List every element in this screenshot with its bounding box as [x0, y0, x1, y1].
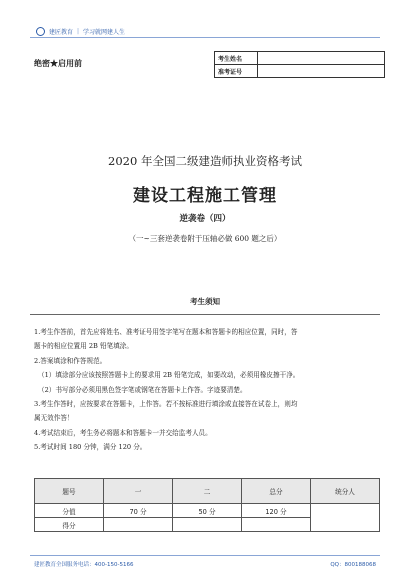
- instruction-line: （2）书写部分必须用黑色签字笔或钢笔在答题卡上作答。字迹要清楚。: [38, 385, 247, 394]
- instruction-line: 属无效作答！: [34, 414, 74, 423]
- score-table-row: [35, 504, 380, 518]
- admission-number-label: 准考证号: [215, 65, 258, 78]
- score-cell: 得分: [35, 518, 104, 532]
- service-qq: QQ：800188068: [330, 562, 376, 568]
- score-cell[interactable]: [173, 518, 242, 532]
- score-table: [34, 478, 380, 532]
- score-header-cell: 一: [104, 479, 173, 504]
- instruction-line: 1.考生作答前，首先应将姓名、准考证号用签字笔写在题本和答题卡的相应位置，同时，答: [34, 328, 298, 336]
- notice-divider: [30, 314, 380, 315]
- page-header: [0, 0, 410, 40]
- header-separator: |: [77, 28, 80, 35]
- admission-number-field[interactable]: [258, 65, 385, 78]
- instruction-line: 4.考试结束后，考生务必将题本和答题卡一并交给监考人员。: [34, 428, 212, 437]
- admission-number-row: [215, 65, 385, 78]
- subject-title: 建设工程施工管理: [133, 186, 277, 206]
- instruction-line: （1）填涂部分应该按照答题卡上的要求用 2B 铅笔完成，如要改动，必须用橡皮擦干净。: [38, 371, 300, 380]
- notice-title: 考生须知: [190, 297, 220, 306]
- header-divider: [30, 37, 380, 38]
- volume-note: （一~三套逆袭卷附于压轴必做 600 题之后）: [128, 234, 282, 243]
- logo-icon: [36, 27, 45, 36]
- score-cell: 70 分: [104, 504, 173, 518]
- candidate-name-row: [215, 52, 385, 65]
- score-table-header-row: [35, 479, 380, 504]
- score-header-cell: 题号: [35, 479, 104, 504]
- brand-name: 建匠教育: [49, 29, 74, 36]
- score-header-cell: 二: [173, 479, 242, 504]
- page-footer: [34, 560, 376, 568]
- candidate-name-label: 考生姓名: [215, 52, 258, 65]
- instruction-line: 题卡的相应位置用 2B 铅笔填涂。: [34, 342, 133, 351]
- instruction-line: 5.考试时间 180 分钟，满分 120 分。: [34, 443, 147, 452]
- service-phone: 建匠教育全国服务电话：400-150-5166: [34, 562, 134, 568]
- candidate-info-box: [214, 51, 385, 78]
- score-cell[interactable]: [311, 504, 380, 532]
- secret-label: 绝密★启用前: [34, 58, 82, 68]
- candidate-name-field[interactable]: [258, 52, 385, 65]
- score-cell[interactable]: [242, 518, 311, 532]
- instructions: [34, 325, 378, 455]
- score-header-cell: 统分人: [311, 479, 380, 504]
- brand: [36, 27, 125, 36]
- instruction-line: 3.考生作答时，应按要求在答题卡，上作答。若不按标准进行填涂或直接答在试卷上，则均: [34, 400, 298, 409]
- instruction-line: 2.答案填涂和作答规范。: [34, 356, 107, 365]
- exam-title: 2020 年全国二级建造师执业资格考试: [108, 154, 302, 168]
- score-cell[interactable]: [104, 518, 173, 532]
- score-header-cell: 总分: [242, 479, 311, 504]
- score-cell: 50 分: [173, 504, 242, 518]
- score-cell: 分值: [35, 504, 104, 518]
- score-cell: 120 分: [242, 504, 311, 518]
- volume-label: 逆袭卷（四）: [179, 214, 231, 224]
- brand-slogan: 学习就网建人生: [83, 29, 126, 36]
- footer-divider: [30, 555, 380, 556]
